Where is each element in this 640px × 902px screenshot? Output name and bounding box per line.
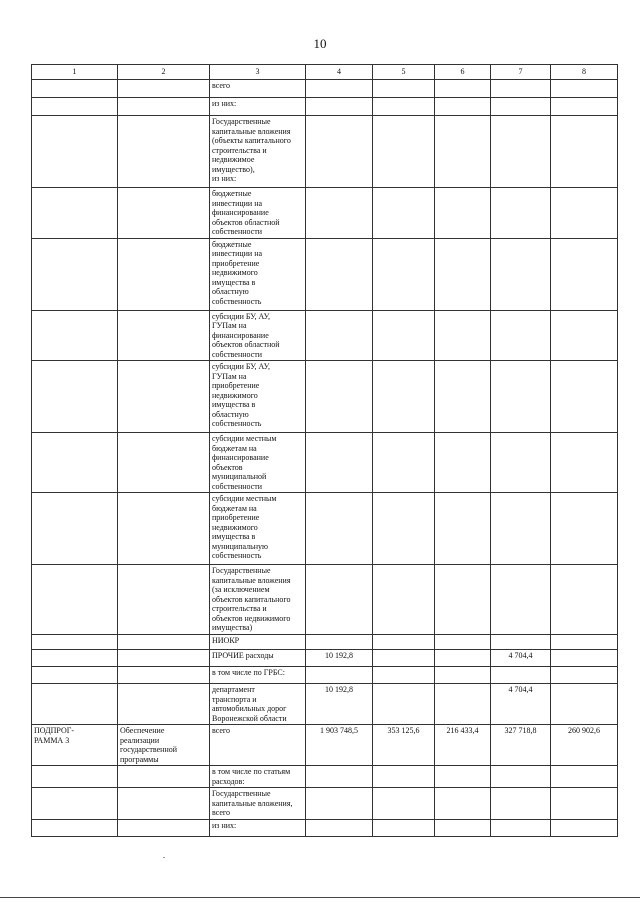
table-cell-col-2 <box>118 819 210 836</box>
table-cell-col-2 <box>118 238 210 310</box>
cell-text: 216 433,4 <box>446 726 479 735</box>
table-cell-col-4 <box>306 361 373 433</box>
cell-text: 4 704,4 <box>508 651 533 660</box>
table-cell-col-5 <box>373 116 435 188</box>
table-cell-col-1 <box>32 725 118 766</box>
table-cell-col-6 <box>435 819 491 836</box>
table-cell-col-3 <box>210 116 306 188</box>
table-row <box>32 116 618 188</box>
table-cell-col-7 <box>491 80 551 98</box>
scan-speck <box>163 857 165 858</box>
table-cell-col-3 <box>210 310 306 361</box>
table-cell-col-8 <box>551 188 618 239</box>
table-cell-col-6 <box>435 238 491 310</box>
table-cell-col-4 <box>306 493 373 565</box>
table-cell-col-1 <box>32 635 118 650</box>
table-cell-col-5 <box>373 98 435 116</box>
table-cell-col-2 <box>118 650 210 667</box>
table-cell-col-1 <box>32 565 118 635</box>
table-cell-col-7 <box>491 684 551 725</box>
cell-text: 4 704,4 <box>508 685 533 694</box>
table-cell-col-5 <box>373 635 435 650</box>
table-row <box>32 310 618 361</box>
table-cell-col-3 <box>210 788 306 820</box>
table-cell-col-1 <box>32 310 118 361</box>
table-cell-col-6 <box>435 98 491 116</box>
table-cell-col-8 <box>551 766 618 788</box>
col-header-3: 3 <box>210 65 306 80</box>
cell-text: субсидии БУ, АУ, ГУПам на приобретение недвижимого имущества в областную собственность <box>212 362 270 428</box>
table-cell-col-2 <box>118 635 210 650</box>
table-cell-col-2 <box>118 725 210 766</box>
table-row <box>32 433 618 493</box>
cell-text: в том числе по ГРБС: <box>212 668 285 677</box>
table-row <box>32 684 618 725</box>
table-cell-col-1 <box>32 819 118 836</box>
cell-text: Государственные капитальные вложения, всего <box>212 789 293 817</box>
table-cell-col-3 <box>210 725 306 766</box>
table-cell-col-5 <box>373 493 435 565</box>
table-cell-col-6 <box>435 433 491 493</box>
table-body <box>32 80 618 837</box>
budget-table <box>31 64 618 837</box>
table-cell-col-5 <box>373 80 435 98</box>
table-cell-col-2 <box>118 188 210 239</box>
table-cell-col-4 <box>306 98 373 116</box>
table-cell-col-1 <box>32 493 118 565</box>
table-cell-col-4 <box>306 238 373 310</box>
table-cell-col-6 <box>435 565 491 635</box>
table-cell-col-8 <box>551 667 618 684</box>
table-cell-col-4 <box>306 80 373 98</box>
table-cell-col-6 <box>435 80 491 98</box>
table-cell-col-4 <box>306 565 373 635</box>
cell-text: Государственные капитальные вложения (объекты капитального строительства и недвижимое имущество), из них: <box>212 117 291 183</box>
table-cell-col-8 <box>551 684 618 725</box>
col-header-6: 6 <box>435 65 491 80</box>
table-cell-col-1 <box>32 766 118 788</box>
table-cell-col-6 <box>435 667 491 684</box>
table-row <box>32 238 618 310</box>
table-cell-col-3 <box>210 361 306 433</box>
page-number: 10 <box>313 36 327 51</box>
col-header-5: 5 <box>373 65 435 80</box>
table-row <box>32 766 618 788</box>
cell-text: из них: <box>212 820 237 830</box>
table-cell-col-5 <box>373 819 435 836</box>
table-cell-col-2 <box>118 361 210 433</box>
table-cell-col-1 <box>32 238 118 310</box>
table-cell-col-7 <box>491 788 551 820</box>
table-cell-col-3 <box>210 98 306 116</box>
cell-text: 10 192,8 <box>325 651 353 660</box>
cell-text: из них: <box>212 99 237 108</box>
cell-text: бюджетные инвестиции на финансирование объектов областной собственности <box>212 189 280 236</box>
table-cell-col-8 <box>551 650 618 667</box>
cell-text: бюджетные инвестиции на приобретение недвижимого имущества в областную собственность <box>212 239 263 306</box>
table-cell-col-4 <box>306 650 373 667</box>
col-header-8: 8 <box>551 65 618 80</box>
table-cell-col-4 <box>306 116 373 188</box>
cell-text: Обеспечение реализации государственной программы <box>120 726 178 764</box>
table-row <box>32 361 618 433</box>
cell-text: Государственные капитальные вложения (за исключением объектов капитального строительства и объектов недвижимого имущества) <box>212 566 291 632</box>
table-cell-col-2 <box>118 493 210 565</box>
table-cell-col-3 <box>210 493 306 565</box>
table-cell-col-1 <box>32 684 118 725</box>
table-row <box>32 188 618 239</box>
table-cell-col-6 <box>435 310 491 361</box>
table-cell-col-6 <box>435 788 491 820</box>
table-cell-col-4 <box>306 667 373 684</box>
table-cell-col-5 <box>373 684 435 725</box>
table-row <box>32 565 618 635</box>
table-cell-col-1 <box>32 361 118 433</box>
table-cell-col-5 <box>373 310 435 361</box>
cell-text: НИОКР <box>212 636 240 645</box>
table-cell-col-4 <box>306 310 373 361</box>
table-cell-col-6 <box>435 188 491 239</box>
table-cell-col-5 <box>373 788 435 820</box>
table-cell-col-6 <box>435 361 491 433</box>
table-cell-col-8 <box>551 80 618 98</box>
table-cell-col-6 <box>435 493 491 565</box>
cell-text: 327 718,8 <box>504 726 537 735</box>
table-cell-col-6 <box>435 725 491 766</box>
table-cell-col-5 <box>373 667 435 684</box>
cell-text: субсидии местным бюджетам на финансирование объектов муниципальной собственности <box>212 434 277 491</box>
col-header-2: 2 <box>118 65 210 80</box>
table-cell-col-2 <box>118 788 210 820</box>
table-cell-col-3 <box>210 766 306 788</box>
cell-text: 260 902,6 <box>568 726 600 735</box>
cell-text: ПОДПРОГ- РАММА 3 <box>34 726 75 745</box>
table-cell-col-1 <box>32 188 118 239</box>
table-cell-col-5 <box>373 361 435 433</box>
table-row <box>32 667 618 684</box>
col-header-7: 7 <box>491 65 551 80</box>
cell-text: субсидии БУ, АУ, ГУПам на финансирование объектов областной собственности <box>212 311 280 359</box>
table-cell-col-5 <box>373 725 435 766</box>
table-cell-col-1 <box>32 433 118 493</box>
table-cell-col-4 <box>306 635 373 650</box>
table-cell-col-5 <box>373 188 435 239</box>
table-cell-col-3 <box>210 635 306 650</box>
table-cell-col-8 <box>551 238 618 310</box>
cell-text: 1 903 748,5 <box>320 726 358 735</box>
table-cell-col-5 <box>373 766 435 788</box>
cell-text: 10 192,8 <box>325 685 353 694</box>
table-cell-col-7 <box>491 361 551 433</box>
table-cell-col-4 <box>306 766 373 788</box>
col-header-4: 4 <box>306 65 373 80</box>
table-cell-col-5 <box>373 565 435 635</box>
table-cell-col-8 <box>551 565 618 635</box>
table-cell-col-7 <box>491 98 551 116</box>
table-cell-col-1 <box>32 116 118 188</box>
table-cell-col-6 <box>435 684 491 725</box>
table-row <box>32 725 618 766</box>
header-row <box>32 65 618 80</box>
table-cell-col-2 <box>118 667 210 684</box>
table-cell-col-8 <box>551 98 618 116</box>
table-cell-col-2 <box>118 98 210 116</box>
table-cell-col-3 <box>210 684 306 725</box>
table-cell-col-2 <box>118 116 210 188</box>
table-row <box>32 635 618 650</box>
table-cell-col-2 <box>118 684 210 725</box>
table-row <box>32 98 618 116</box>
table-cell-col-5 <box>373 238 435 310</box>
table-cell-col-8 <box>551 819 618 836</box>
table-row <box>32 80 618 98</box>
table-cell-col-5 <box>373 433 435 493</box>
table-cell-col-7 <box>491 725 551 766</box>
table-cell-col-6 <box>435 650 491 667</box>
table-cell-col-4 <box>306 684 373 725</box>
table-cell-col-8 <box>551 433 618 493</box>
table-cell-col-7 <box>491 635 551 650</box>
table-cell-col-6 <box>435 766 491 788</box>
table-cell-col-7 <box>491 565 551 635</box>
table-cell-col-5 <box>373 650 435 667</box>
table-row <box>32 493 618 565</box>
table-row <box>32 788 618 820</box>
cell-text: 353 125,6 <box>387 726 420 735</box>
table-cell-col-7 <box>491 650 551 667</box>
table-cell-col-2 <box>118 565 210 635</box>
cell-text: ПРОЧИЕ расходы <box>212 651 274 660</box>
col-header-1: 1 <box>32 65 118 80</box>
table-cell-col-2 <box>118 80 210 98</box>
cell-text: субсидии местным бюджетам на приобретение недвижимого имущества в муниципальную собственность <box>212 494 277 560</box>
table-cell-col-8 <box>551 116 618 188</box>
table-cell-col-8 <box>551 788 618 820</box>
table-cell-col-7 <box>491 238 551 310</box>
table-cell-col-7 <box>491 310 551 361</box>
table-cell-col-2 <box>118 310 210 361</box>
table-cell-col-7 <box>491 433 551 493</box>
table-cell-col-1 <box>32 98 118 116</box>
table-cell-col-1 <box>32 650 118 667</box>
table-cell-col-7 <box>491 819 551 836</box>
table-cell-col-4 <box>306 819 373 836</box>
table-cell-col-7 <box>491 766 551 788</box>
table-cell-col-4 <box>306 188 373 239</box>
table-cell-col-7 <box>491 188 551 239</box>
table-cell-col-1 <box>32 667 118 684</box>
page-bottom-rule <box>0 897 640 898</box>
table-cell-col-3 <box>210 188 306 239</box>
table-cell-col-3 <box>210 667 306 684</box>
table-cell-col-3 <box>210 80 306 98</box>
table-cell-col-6 <box>435 116 491 188</box>
table-cell-col-8 <box>551 310 618 361</box>
table-row <box>32 650 618 667</box>
cell-text: в том числе по статьям расходов: <box>212 767 291 786</box>
cell-text: всего <box>212 726 231 735</box>
table-cell-col-3 <box>210 819 306 836</box>
table-cell-col-7 <box>491 116 551 188</box>
table-row <box>32 819 618 836</box>
table-cell-col-6 <box>435 635 491 650</box>
table-cell-col-3 <box>210 650 306 667</box>
table-cell-col-8 <box>551 361 618 433</box>
table-cell-col-7 <box>491 667 551 684</box>
table-cell-col-4 <box>306 725 373 766</box>
table-cell-col-3 <box>210 238 306 310</box>
table-cell-col-7 <box>491 493 551 565</box>
table-cell-col-2 <box>118 433 210 493</box>
table-cell-col-8 <box>551 725 618 766</box>
cell-text: департамент транспорта и автомобильных дорог Воронежской области <box>212 685 287 723</box>
table-cell-col-1 <box>32 788 118 820</box>
table-cell-col-4 <box>306 433 373 493</box>
cell-text: всего <box>212 81 231 90</box>
table-cell-col-8 <box>551 493 618 565</box>
table-cell-col-4 <box>306 788 373 820</box>
table-cell-col-3 <box>210 565 306 635</box>
table-cell-col-2 <box>118 766 210 788</box>
table-cell-col-1 <box>32 80 118 98</box>
table-cell-col-3 <box>210 433 306 493</box>
table-cell-col-8 <box>551 635 618 650</box>
